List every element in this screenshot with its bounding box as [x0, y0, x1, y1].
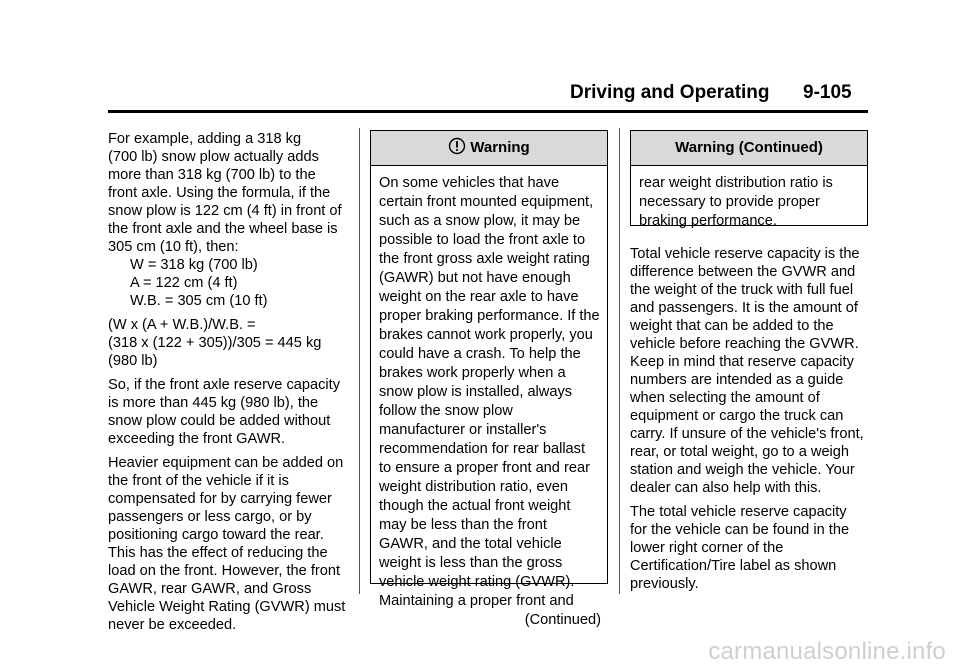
column-left: [108, 130, 353, 640]
warning-line: certain front mounted equipment,: [379, 194, 594, 210]
warning-line: Maintaining a proper front and: [379, 593, 574, 609]
warning-line: snow plow is installed, always: [379, 384, 573, 400]
header-rule: [108, 110, 868, 113]
text-line: rear, or total weight, go to a weigh: [630, 444, 850, 460]
warning-line: to ensure a proper front and rear: [379, 460, 590, 476]
text-line: (700 lb) snow plow actually adds: [108, 149, 319, 165]
warning-line: recommendation for rear ballast: [379, 441, 586, 457]
text-line: So, if the front axle reserve capacity: [108, 377, 340, 393]
warning-line: proper braking performance. If the: [379, 308, 600, 324]
column-divider: [619, 128, 620, 594]
warning-line: though the actual front weight: [379, 498, 571, 514]
formula-line: (980 lb): [108, 353, 158, 369]
warning-title-bar: [371, 131, 607, 166]
warning-line: rear weight distribution ratio is: [639, 175, 833, 191]
formula-paragraph: [108, 316, 353, 370]
text-line: station and weigh the vehicle. Your: [630, 462, 855, 478]
text-line: GAWR, rear GAWR, and Gross: [108, 581, 312, 597]
warning-continued-title: Warning (Continued): [631, 131, 867, 166]
column-divider: [359, 128, 360, 594]
reserve-capacity-paragraph: [630, 245, 880, 497]
warning-line: On some vehicles that have: [379, 175, 560, 191]
text-line: the front of the vehicle if it is: [108, 473, 289, 489]
warning-line: brakes cannot work properly, you: [379, 327, 593, 343]
text-line: carry. If unsure of the vehicle's front,: [630, 426, 864, 442]
text-line: difference between the GVWR and: [630, 264, 856, 280]
text-line: Total vehicle reserve capacity is the: [630, 246, 860, 262]
warning-line: the front gross axle weight rating: [379, 251, 590, 267]
reserve-paragraph: [108, 376, 353, 448]
label-location-paragraph: [630, 503, 880, 593]
warning-line: manufacturer or installer's: [379, 422, 547, 438]
text-line: Keep in mind that reserve capacity: [630, 354, 854, 370]
column-right: [630, 245, 880, 599]
text-line: the front axle and the wheel base is: [108, 221, 338, 237]
warning-line: necessary to provide proper: [639, 194, 820, 210]
continued-label: (Continued): [524, 612, 601, 628]
warning-line: GAWR, and the total vehicle: [379, 536, 562, 552]
text-line: positioning cargo toward the rear.: [108, 527, 324, 543]
text-line: This has the effect of reducing the: [108, 545, 328, 561]
page-number: 9-105: [803, 82, 852, 103]
warning-line: vehicle weight rating (GVWR).: [379, 574, 575, 590]
text-line: 305 cm (10 ft), then:: [108, 239, 239, 255]
text-line: is more than 445 kg (980 lb), the: [108, 395, 319, 411]
warning-line: brakes work properly when a: [379, 365, 566, 381]
warning-line: such as a snow plow, it may be: [379, 213, 581, 229]
formula-line: (318 x (122 + 305))/305 = 445 kg: [108, 335, 322, 351]
warning-line: follow the snow plow: [379, 403, 513, 419]
text-line: load on the front. However, the front: [108, 563, 341, 579]
variable-line: W.B. = 305 cm (10 ft): [130, 293, 268, 309]
warning-line: could have a crash. To help the: [379, 346, 581, 362]
text-line: compensated for by carrying fewer: [108, 491, 332, 507]
text-line: snow plow is 122 cm (4 ft) in front of: [108, 203, 342, 219]
text-line: For example, adding a 318 kg: [108, 131, 302, 147]
text-line: The total vehicle reserve capacity: [630, 504, 847, 520]
text-line: numbers are intended as a guide: [630, 372, 844, 388]
variable-line: W = 318 kg (700 lb): [130, 257, 258, 273]
text-line: the weight of the truck with full fuel: [630, 282, 854, 298]
section-title: Driving and Operating: [570, 82, 770, 103]
text-line: Vehicle Weight Rating (GVWR) must: [108, 599, 346, 615]
text-line: passengers or less cargo, or by: [108, 509, 312, 525]
text-line: Certification/Tire label as shown: [630, 558, 837, 574]
warning-line: possible to load the front axle to: [379, 232, 586, 248]
text-line: previously.: [630, 576, 699, 592]
formula-line: (W x (A + W.B.)/W.B. =: [108, 317, 256, 333]
text-line: front axle. Using the formula, if the: [108, 185, 331, 201]
warning-continued-body: [631, 166, 867, 231]
warning-continued-box: [630, 130, 868, 229]
heavier-equipment-paragraph: [108, 454, 353, 634]
warning-line: may be less than the front: [379, 517, 547, 533]
text-line: for the vehicle can be found in the: [630, 522, 850, 538]
warning-line: weight on the rear axle to have: [379, 289, 579, 305]
text-line: never be exceeded.: [108, 617, 237, 633]
watermark: carmanualsonline.info: [708, 638, 946, 665]
text-line: lower right corner of the: [630, 540, 784, 556]
example-paragraph: [108, 130, 353, 310]
text-line: and passengers. It is the amount of: [630, 300, 858, 316]
warning-line: weight distribution ratio, even: [379, 479, 569, 495]
text-line: Heavier equipment can be added on: [108, 455, 344, 471]
warning-box: [370, 130, 608, 628]
warning-line: weight is less than the gross: [379, 555, 563, 571]
warning-line: braking performance.: [639, 213, 777, 229]
variable-line: A = 122 cm (4 ft): [130, 275, 238, 291]
warning-icon: [448, 137, 466, 155]
text-line: equipment or cargo the truck can: [630, 408, 844, 424]
text-line: vehicle before reaching the GVWR.: [630, 336, 859, 352]
text-line: exceeding the front GAWR.: [108, 431, 286, 447]
text-line: dealer can also help with this.: [630, 480, 822, 496]
text-line: more than 318 kg (700 lb) to the: [108, 167, 316, 183]
text-line: snow plow could be added without: [108, 413, 331, 429]
text-line: when selecting the amount of: [630, 390, 820, 406]
text-line: weight that can be added to the: [630, 318, 834, 334]
warning-body: [371, 166, 607, 611]
warning-title: Warning: [470, 139, 530, 156]
warning-line: (GAWR) but not have enough: [379, 270, 571, 286]
